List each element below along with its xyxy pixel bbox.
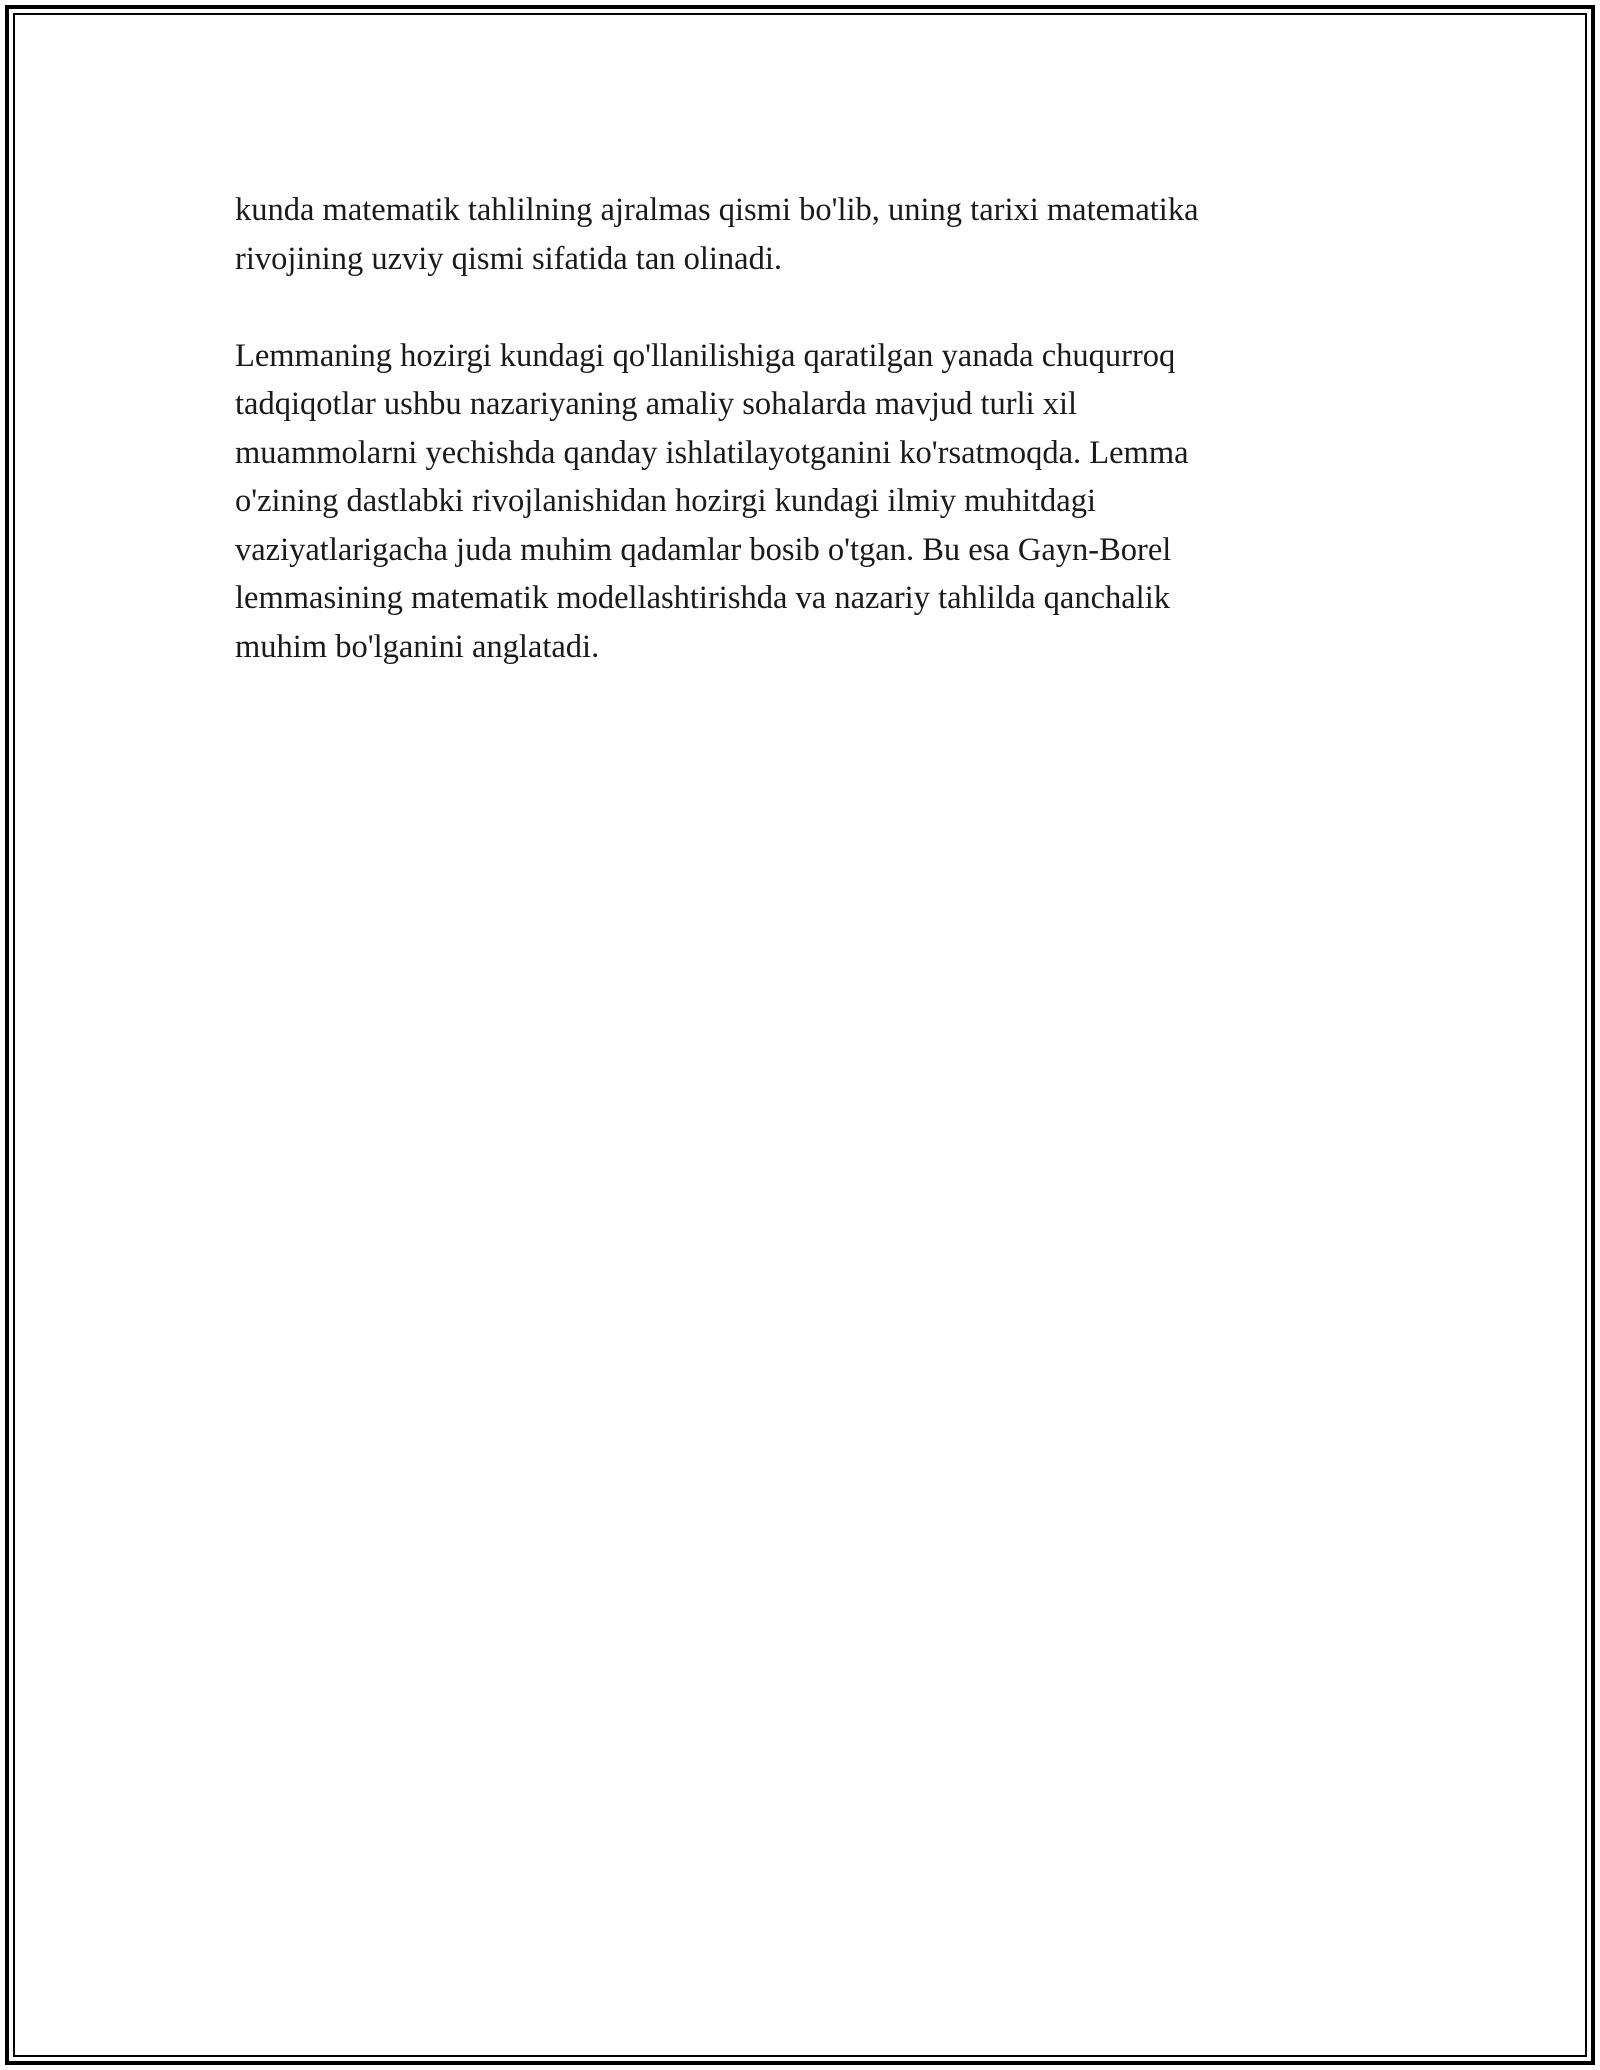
- text-line: lemmasining matematik modellashtirishda va nazariy tahlilda qanchalik: [235, 580, 1170, 616]
- text-line: rivojining uzviy qismi sifatida tan olinadi.: [235, 240, 783, 277]
- text-line: vaziyatlarigacha juda muhim qadamlar bosib o'tgan. Bu esa Gayn-Borel: [235, 531, 1172, 568]
- text-line: muammolarni yechishda qanday ishlatilayotganini ko'rsatmoqda. Lemma: [235, 434, 1189, 471]
- paragraph-2: [235, 332, 1370, 672]
- text-line: Lemmaning hozirgi kundagi qo'llanilishiga qaratilgan yanada chuqurroq: [235, 337, 1176, 374]
- text-line: muhim bo'lganini anglatadi.: [235, 628, 600, 665]
- document-body: [235, 186, 1370, 671]
- text-line: kunda matematik tahlilning ajralmas qismi bo'lib, uning tarixi matematika: [235, 192, 1199, 228]
- text-line: tadqiqotlar ushbu nazariyaning amaliy sohalarda mavjud turli xil: [235, 386, 1078, 422]
- paragraph-1: [235, 186, 1370, 283]
- text-line: o'zining dastlabki rivojlanishidan hozirgi kundagi ilmiy muhitdagi: [235, 483, 1096, 519]
